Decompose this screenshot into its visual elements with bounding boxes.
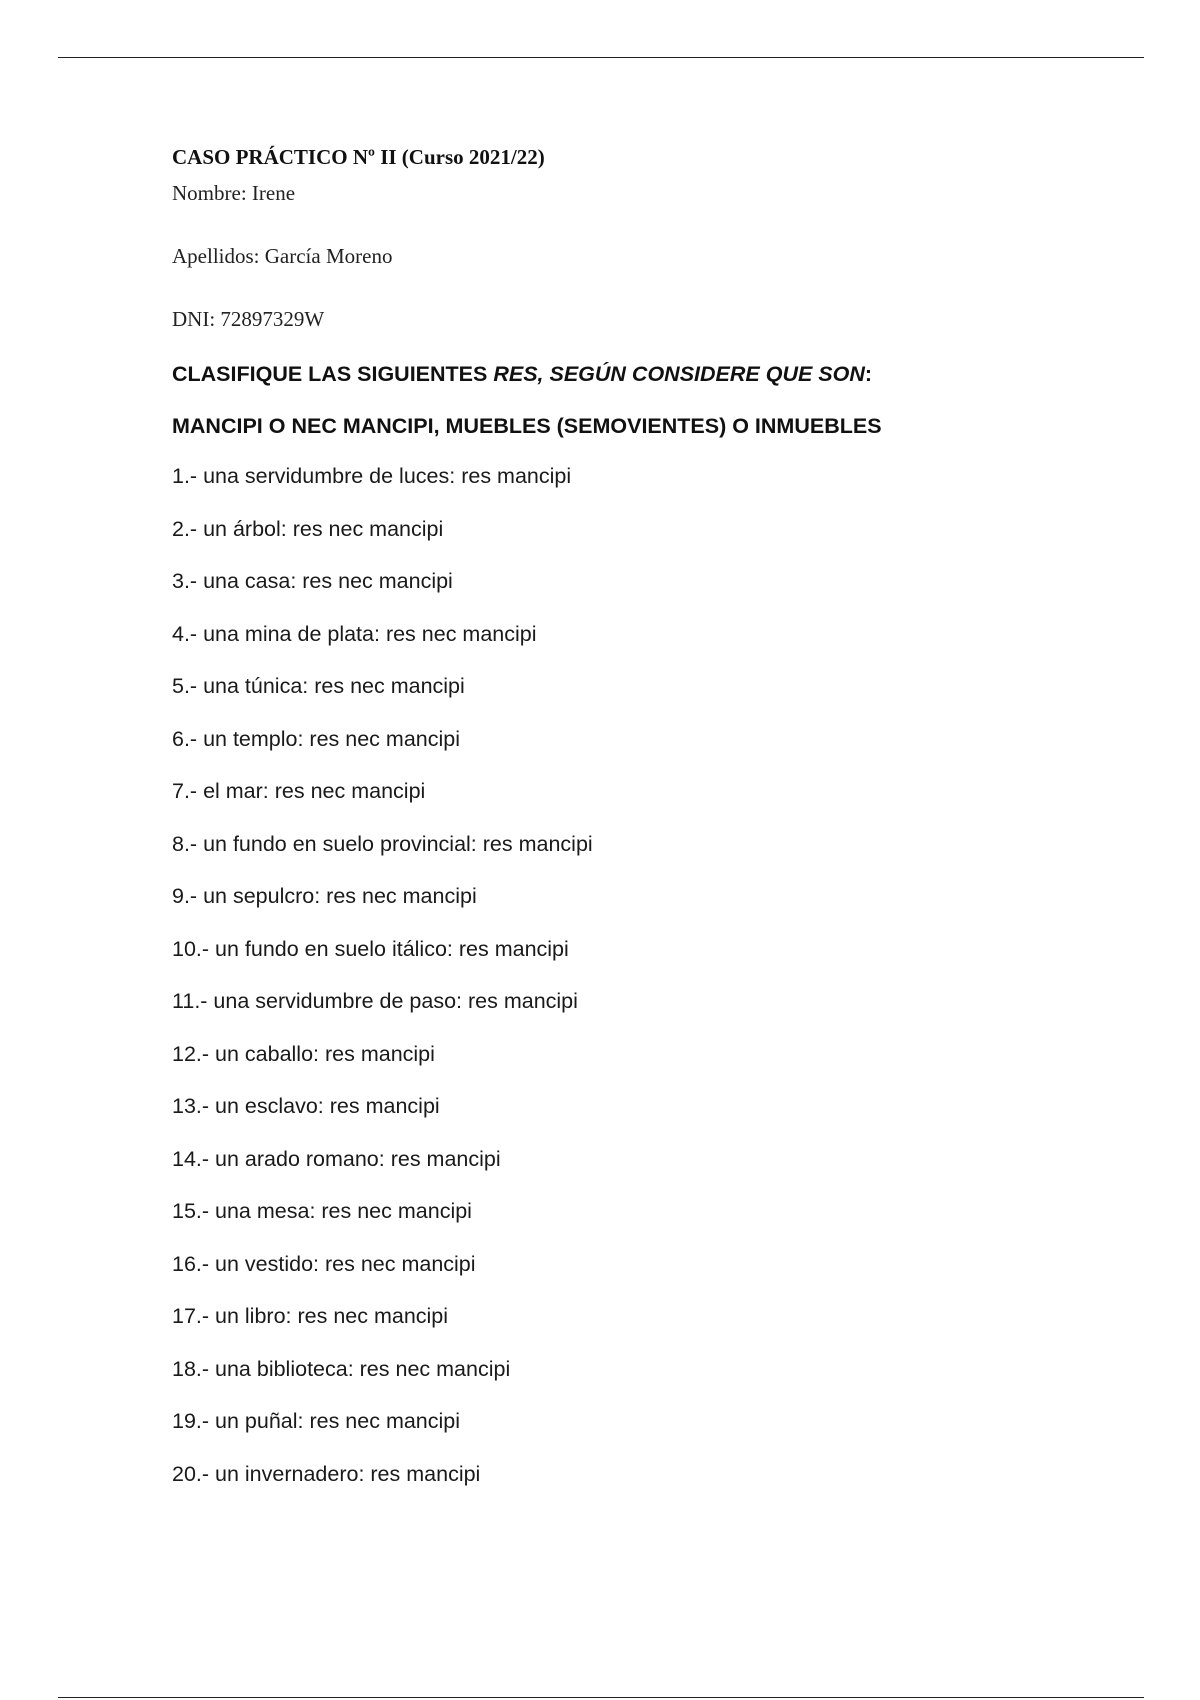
classification-list — [172, 461, 1072, 1511]
instruction-line-1-regular: CLASIFIQUE LAS SIGUIENTES — [172, 362, 494, 386]
list-item: 3.- una casa: res nec mancipi — [172, 569, 453, 593]
list-item: 5.- una túnica: res nec mancipi — [172, 674, 465, 698]
bottom-divider — [58, 1697, 1144, 1698]
instruction-line-1-italic: RES, SEGÚN CONSIDERE QUE SON — [493, 362, 865, 386]
list-item: 8.- un fundo en suelo provincial: res mancipi — [172, 831, 593, 856]
list-item: 20.- un invernadero: res mancipi — [172, 1461, 481, 1486]
instruction-line-1 — [172, 359, 1072, 389]
list-item: 11.- una servidumbre de paso: res mancipi — [172, 989, 578, 1013]
instruction-line-2: MANCIPI O NEC MANCIPI, MUEBLES (SEMOVIENTES) O INMUEBLES — [172, 414, 882, 438]
list-item: 12.- un caballo: res mancipi — [172, 1041, 435, 1066]
document-title: CASO PRÁCTICO Nº II (Curso 2021/22) — [172, 145, 545, 169]
list-item: 1.- una servidumbre de luces: res mancipi — [172, 464, 572, 488]
list-item: 9.- un sepulcro: res nec mancipi — [172, 884, 477, 908]
apellidos-label: Apellidos: — [172, 244, 260, 268]
list-item: 13.- un esclavo: res mancipi — [172, 1094, 440, 1118]
list-item: 2.- un árbol: res nec mancipi — [172, 516, 444, 541]
dni-label: DNI: — [172, 307, 216, 331]
list-item: 16.- un vestido: res nec mancipi — [172, 1251, 476, 1276]
list-item: 7.- el mar: res nec mancipi — [172, 779, 426, 803]
instruction-line-1-colon: : — [864, 362, 873, 386]
nombre-label: Nombre: — [172, 181, 247, 205]
list-item: 18.- una biblioteca: res nec mancipi — [172, 1356, 511, 1381]
top-divider — [58, 57, 1144, 58]
list-item: 4.- una mina de plata: res nec mancipi — [172, 621, 537, 646]
nombre-value: Irene — [251, 181, 296, 205]
list-item: 17.- un libro: res nec mancipi — [172, 1304, 449, 1328]
nombre-field — [172, 178, 1072, 208]
dni-field — [172, 304, 1072, 334]
list-item: 6.- un templo: res nec mancipi — [172, 726, 460, 751]
document-body — [172, 142, 1072, 1511]
list-item: 14.- un arado romano: res mancipi — [172, 1146, 501, 1171]
list-item: 19.- un puñal: res nec mancipi — [172, 1409, 461, 1433]
list-item: 15.- una mesa: res nec mancipi — [172, 1199, 472, 1223]
apellidos-value: García Moreno — [264, 244, 393, 268]
apellidos-field — [172, 241, 1072, 271]
list-item: 10.- un fundo en suelo itálico: res mancipi — [172, 936, 569, 961]
dni-value: 72897329W — [220, 307, 325, 331]
